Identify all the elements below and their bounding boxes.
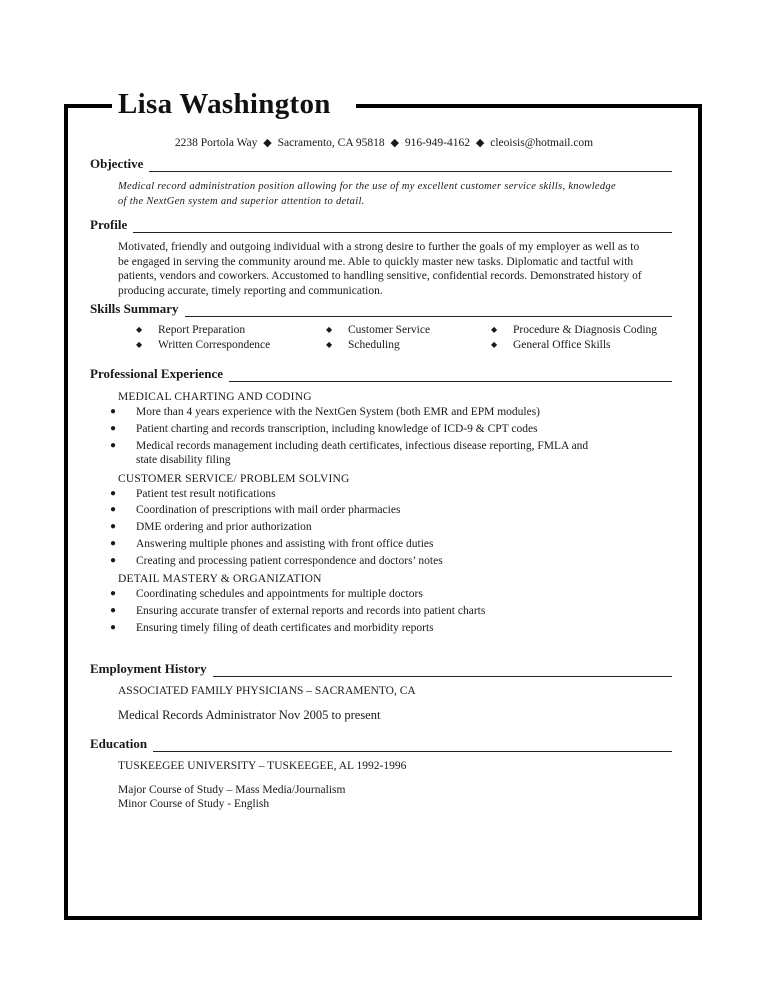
diamond-bullet-icon: ◆ bbox=[136, 339, 143, 349]
employer: ASSOCIATED FAMILY PHYSICIANS – SACRAMENTO, CA bbox=[118, 685, 416, 697]
address: 2238 Portola Way bbox=[174, 137, 258, 149]
bullet-icon: ● bbox=[110, 554, 117, 566]
list-item-text: Patient charting and records transcription, including knowledge of ICD-9 & CPT codes bbox=[136, 422, 538, 435]
list-item-text: Coordinating schedules and appointments for multiple doctors bbox=[136, 588, 423, 601]
objective-section bbox=[90, 156, 672, 209]
experience-section bbox=[90, 366, 672, 638]
list-item bbox=[110, 422, 672, 437]
section-rule bbox=[213, 666, 672, 677]
list-item bbox=[110, 405, 672, 420]
experience-group-heading: MEDICAL CHARTING AND CODING bbox=[118, 391, 312, 403]
skill-item bbox=[326, 323, 491, 338]
list-item-text: Answering multiple phones and assisting with front office duties bbox=[136, 537, 434, 550]
candidate-name: Lisa Washington bbox=[118, 88, 331, 120]
bullet-icon: ● bbox=[110, 487, 117, 499]
skill-item bbox=[136, 323, 326, 338]
section-rule bbox=[153, 741, 672, 752]
city: Sacramento, CA 95818 bbox=[277, 137, 385, 149]
diamond-separator-icon: ◆ bbox=[475, 137, 485, 149]
list-item bbox=[110, 604, 672, 619]
list-item bbox=[110, 520, 672, 535]
list-item bbox=[110, 587, 672, 602]
skill-item bbox=[491, 323, 691, 338]
skills-section bbox=[90, 301, 672, 352]
skill-label: Procedure & Diagnosis Coding bbox=[513, 324, 658, 336]
objective-text bbox=[118, 180, 672, 209]
experience-group-heading: CUSTOMER SERVICE/ PROBLEM SOLVING bbox=[118, 472, 350, 485]
phone: 916-949-4162 bbox=[404, 137, 471, 149]
list-item bbox=[110, 487, 672, 502]
list-item-text: Medical records management including death certificates, infectious disease reporting, FMLA and state disability filing bbox=[136, 439, 589, 467]
text-line: of the NextGen system and superior attention to detail. bbox=[118, 195, 365, 207]
text-line: Medical record administration position allowing for the use of my excellent customer service skills, knowledge bbox=[118, 181, 616, 192]
education-section bbox=[90, 736, 672, 812]
list-item-text: Ensuring timely filing of death certificates and morbidity reports bbox=[136, 621, 434, 634]
diamond-bullet-icon: ◆ bbox=[326, 325, 333, 334]
profile-text bbox=[118, 240, 672, 298]
profile-section bbox=[90, 217, 672, 298]
header-rule-right bbox=[356, 104, 698, 108]
list-item-text: Coordination of prescriptions with mail order pharmacies bbox=[136, 504, 401, 517]
text-line: be engaged in serving the community around me. Able to quickly master new tasks. Diplomatic and tactful with bbox=[118, 255, 634, 268]
skill-item bbox=[491, 338, 691, 353]
minor: Minor Course of Study - English bbox=[118, 798, 270, 810]
section-rule bbox=[149, 161, 672, 172]
section-title: Employment History bbox=[90, 661, 207, 676]
diamond-bullet-icon: ◆ bbox=[491, 325, 498, 334]
bullet-icon: ● bbox=[110, 422, 117, 434]
header-rule-left bbox=[64, 104, 112, 108]
diamond-bullet-icon: ◆ bbox=[491, 339, 498, 349]
diamond-separator-icon: ◆ bbox=[390, 137, 399, 149]
diamond-bullet-icon: ◆ bbox=[326, 339, 333, 349]
skills-grid bbox=[136, 323, 672, 352]
skill-label: General Office Skills bbox=[513, 338, 611, 351]
section-heading bbox=[90, 217, 672, 233]
skill-label: Scheduling bbox=[348, 338, 400, 351]
position: Medical Records Administrator Nov 2005 to present bbox=[118, 707, 381, 722]
section-rule bbox=[185, 306, 673, 317]
skill-item bbox=[326, 338, 491, 353]
bullet-icon: ● bbox=[110, 621, 117, 633]
diamond-bullet-icon: ◆ bbox=[136, 325, 143, 334]
section-heading bbox=[90, 301, 672, 317]
bullet-icon: ● bbox=[110, 406, 117, 417]
list-item-text: Patient test result notifications bbox=[136, 487, 276, 500]
list-item-text: Ensuring accurate transfer of external reports and records into patient charts bbox=[136, 605, 486, 618]
section-heading bbox=[90, 156, 672, 172]
experience-group-heading: DETAIL MASTERY & ORGANIZATION bbox=[118, 573, 322, 586]
section-heading bbox=[90, 366, 672, 382]
list-item bbox=[110, 503, 672, 518]
bullet-icon: ● bbox=[110, 504, 117, 516]
text-line: patients, vendors and coworkers. Accustomed to handling sensitive, confidential records. Demonstrated history of bbox=[118, 270, 642, 282]
skill-label: Customer Service bbox=[348, 324, 431, 336]
list-item-text: Creating and processing patient correspondence and doctors’ notes bbox=[136, 554, 443, 567]
bullet-list bbox=[110, 405, 672, 468]
text-line: Motivated, friendly and outgoing individual with a strong desire to further the goals of my employer as well as to bbox=[118, 241, 640, 253]
section-rule bbox=[133, 222, 672, 233]
list-item bbox=[110, 554, 672, 569]
major: Major Course of Study – Mass Media/Journalism bbox=[118, 783, 346, 796]
bullet-icon: ● bbox=[110, 439, 117, 451]
section-title: Profile bbox=[90, 217, 128, 232]
bullet-list bbox=[110, 587, 672, 635]
section-rule bbox=[229, 371, 672, 382]
diamond-separator-icon: ◆ bbox=[263, 137, 272, 149]
bullet-list bbox=[110, 487, 672, 569]
text-line: producing accurate, timely reporting and communication. bbox=[118, 284, 383, 297]
section-title: Skills Summary bbox=[90, 301, 179, 316]
list-item-text: DME ordering and prior authorization bbox=[136, 521, 312, 534]
list-item bbox=[110, 621, 672, 636]
bullet-icon: ● bbox=[110, 521, 117, 533]
skill-label: Written Correspondence bbox=[158, 338, 271, 351]
section-heading bbox=[90, 661, 672, 677]
school: TUSKEEGEE UNIVERSITY – TUSKEEGEE, AL 1992-1996 bbox=[118, 760, 407, 772]
section-title: Professional Experience bbox=[90, 366, 223, 381]
skill-item bbox=[136, 338, 326, 353]
bullet-icon: ● bbox=[110, 605, 117, 617]
employment-section bbox=[90, 661, 672, 722]
contact-line bbox=[0, 136, 768, 149]
skill-label: Report Preparation bbox=[158, 324, 246, 336]
bullet-icon: ● bbox=[110, 537, 117, 549]
section-heading bbox=[90, 736, 672, 752]
section-title: Objective bbox=[90, 156, 144, 171]
list-item-text: More than 4 years experience with the NextGen System (both EMR and EPM modules) bbox=[136, 406, 541, 418]
list-item bbox=[110, 439, 672, 468]
bullet-icon: ● bbox=[110, 588, 117, 600]
email: cleoisis@hotmail.com bbox=[490, 137, 594, 149]
section-title: Education bbox=[90, 736, 148, 751]
list-item bbox=[110, 537, 672, 552]
